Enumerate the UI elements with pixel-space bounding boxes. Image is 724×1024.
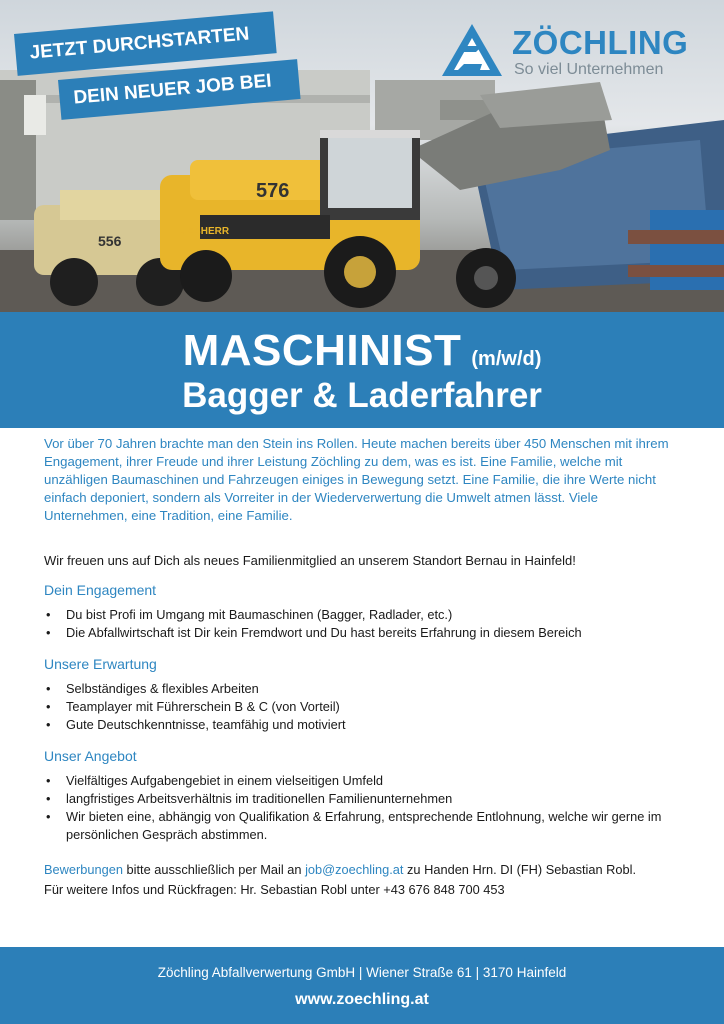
expectations-list [44, 680, 684, 734]
contact-info [44, 860, 684, 900]
list-item: • Teamplayer mit Führerschein B & C (von Vorteil) [44, 698, 684, 716]
inquiry-line: Für weitere Infos und Rückfragen: Hr. Sebastian Robl unter +43 676 848 700 453 [44, 882, 505, 897]
loader-right-number: 576 [256, 180, 290, 202]
banner-line-1: JETZT DURCHSTARTEN [14, 11, 277, 76]
list-item: • Vielfältiges Aufgabengebiet in einem vielseitigen Umfeld [44, 772, 684, 790]
company-logo [440, 22, 700, 82]
logo-name: ZÖCHLING [512, 24, 689, 61]
intro-paragraph: Vor über 70 Jahren brachte man den Stein ins Rollen. Heute machen bereits über 450 Menschen mit ihrem Engagement, ihrer Freude und ihrer Leistung Zöchling zu dem, was es ist. Eine Familie, welche mit unzähligen Baumaschinen und Fahrzeugen einiges in Bewegung setzt. Eine Familie, die ihre Werte nicht einfach deponiert, sondern als Vorreiter in der Wiederverwertung die Umwelt atmen lässt. Viele Unternehmen, eine Tradition, eine Familie. [44, 436, 669, 523]
footer-website-link[interactable]: www.zoechling.at [295, 991, 429, 1008]
list-item: • Selbständiges & flexibles Arbeiten [44, 680, 684, 698]
list-item: • Die Abfallwirtschaft ist Dir kein Fremdwort und Du hast bereits Erfahrung in diesem Bereich [44, 624, 684, 642]
loader-left-number: 556 [98, 233, 122, 249]
footer-address: Zöchling Abfallverwertung GmbH | Wiener Straße 61 | 3170 Hainfeld [157, 965, 567, 980]
banner-line-2: DEIN NEUER JOB BEI [58, 59, 301, 120]
offer-list [44, 772, 684, 844]
hero-image [0, 0, 724, 312]
list-item: • langfristiges Arbeitsverhältnis im traditionellen Familienunternehmen [44, 790, 684, 808]
application-line [44, 860, 684, 880]
email-link[interactable]: job@zoechling.at [305, 862, 404, 877]
job-title [0, 326, 724, 376]
loader-brand: LIEBHERR [178, 226, 230, 237]
footer [0, 947, 724, 1024]
list-item: • Gute Deutschkenntnisse, teamfähig und motiviert [44, 716, 684, 734]
job-title-main: MASCHINIST [182, 326, 462, 375]
job-description [44, 435, 684, 900]
job-subtitle: Bagger & Laderfahrer [182, 376, 542, 415]
zoechling-logo-icon [440, 22, 504, 78]
list-item: • Du bist Profi im Umgang mit Baumaschinen (Bagger, Radlader, etc.) [44, 606, 684, 624]
section-heading-expectations: Unsere Erwartung [44, 656, 157, 672]
welcome-text: Wir freuen uns auf Dich als neues Familienmitglied an unserem Standort Bernau in Hainfeld! [44, 553, 576, 568]
applications-label: Bewerbungen [44, 862, 123, 877]
section-heading-offer: Unser Angebot [44, 748, 137, 764]
title-band [0, 312, 724, 428]
applications-recipient: zu Handen Hrn. DI (FH) Sebastian Robl. [407, 862, 637, 877]
job-title-gender: (m/w/d) [471, 348, 542, 370]
logo-claim: So viel Unternehmen [514, 61, 664, 78]
section-heading-engagement: Dein Engagement [44, 582, 157, 598]
engagement-list [44, 606, 684, 642]
list-item: • Wir bieten eine, abhängig von Qualifikation & Erfahrung, entsprechende Entlohnung, welche wir gerne im persönlichen Gespräch abstimmen. [44, 808, 684, 844]
applications-text: bitte ausschließlich per Mail an [126, 862, 302, 877]
